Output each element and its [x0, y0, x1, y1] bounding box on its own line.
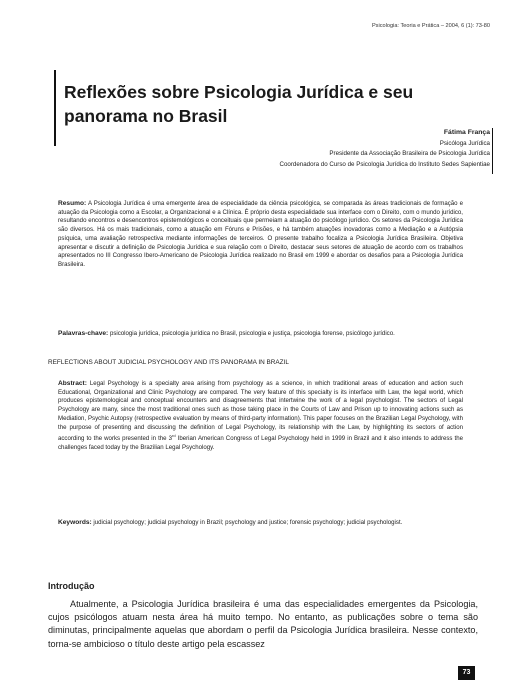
author-affiliation: Coordenadora do Curso de Psicologia Jurídica do Instituto Sedes Sapientiae [279, 160, 490, 168]
abstract-en [58, 380, 463, 453]
title-rule [54, 70, 56, 146]
introduction-paragraph: Atualmente, a Psicologia Jurídica brasileira é uma das especialidades emergentes da Psicologia, cujos psicólogos atuam nesta área há muito tempo. No entanto, as publicações sobre o tema são diminutas, principalmente aquelas que abordam o perfil da Psicologia Jurídica brasileira. Nesse contexto, torna-se ambicioso o título deste artigo pela escassez [48, 599, 478, 649]
author-affiliation: Presidente da Associação Brasileira de Psicologia Jurídica [329, 150, 490, 157]
keywords-en-text: judicial psychology; judicial psychology in Brazil; psychology and justice; forensic psychology; judicial psychologist. [93, 519, 403, 526]
keywords-en [58, 519, 463, 528]
running-head: Psicologia: Teoria e Prática – 2004, 6 (1): 73-80 [371, 23, 490, 29]
abstract-en-text-end: Iberian American Congress of Legal Psychology held in 1999 in Brazil and it also intends to address the challenges faced today by the Brazilian Legal Psychology. [58, 435, 463, 451]
keywords-pt-text: psicologia jurídica, psicologia jurídica no Brasil, psicologia e justiça, psicologia forense, psicólogo jurídico. [109, 330, 395, 337]
abstract-pt-text: A Psicologia Jurídica é uma emergente área de especialidade da ciência psicológica, se comparada às áreas tradicionais de formação e atuação da Psicologia como a Escolar, a Organizacional e a Clínica. É próprio desta especialidade sua interface com o Direito, com o mundo jurídico, resultando encontros e desencontros epistemológicos e conceituais que permeiam a atuação do psicólogo jurídico. Os setores da Psicologia Jurídica são diversos. Há os mais tradicionais, como a atuação em Fóruns e Prisões, e há também atuações inovadoras como a Mediação e a Autópsia psíquica, uma avaliação retrospectiva mediante informações de terceiros. O presente trabalho focaliza a Psicologia Jurídica Brasileira. Objetiva apresentar e discutir a definição de Psicologia Jurídica e sua relação com o Direito, destacar seus setores de atuação de acordo com os trabalhos apresentados no III Congresso Ibero-Americano de Psicologia Jurídica realizado no Brasil em 1999 e abordar os desafios para a Psicologia Jurídica Brasileira. [58, 200, 463, 268]
author-rule [492, 128, 494, 174]
keywords-pt-label: Palavras-chave: [58, 330, 109, 337]
author-name: Fátima França [443, 129, 490, 136]
abstract-en-label: Abstract: [58, 380, 87, 387]
section-heading-introducao: Introdução [48, 581, 95, 591]
ordinal-suffix: rd [172, 433, 176, 439]
keywords-pt [58, 330, 463, 339]
abstract-en-text: Legal Psychology is a specialty area arising from psychology as a science, in which traditional areas of education and action such Educational, Organizational and Clinic Psychology are compared. The very feature of this specialty is its interface with Law, the legal world, which produces epistemological and conceptual encounters and disagreements that intertwine the work of a legal psychologist. The sectors of Legal Psychology are many, since the most traditional ones such as those taking place in the Courts of Law and Prison up to innovating actions such as Mediation, Psychic Autopsy (retrospective evaluation by means of third-party information). This paper focuses on the Brazilian Legal Psychology, with the purpose of presenting and discussing the definition of Legal Psychology, its relationship with the Law, by highlighting its sectors of action according to the works presented in the 3 [58, 380, 463, 443]
page-number: 73 [458, 666, 475, 680]
english-title: REFLECTIONS ABOUT JUDICIAL PSYCHOLOGY AND ITS PANORAMA IN BRAZIL [48, 359, 289, 366]
article-title: Reflexões sobre Psicologia Jurídica e seu panorama no Brasil [64, 82, 414, 126]
abstract-pt [58, 200, 463, 270]
keywords-en-label: Keywords: [58, 519, 92, 526]
abstract-pt-label: Resumo: [58, 200, 87, 207]
author-affiliation: Psicóloga Jurídica [439, 139, 490, 147]
author-block [190, 128, 490, 170]
